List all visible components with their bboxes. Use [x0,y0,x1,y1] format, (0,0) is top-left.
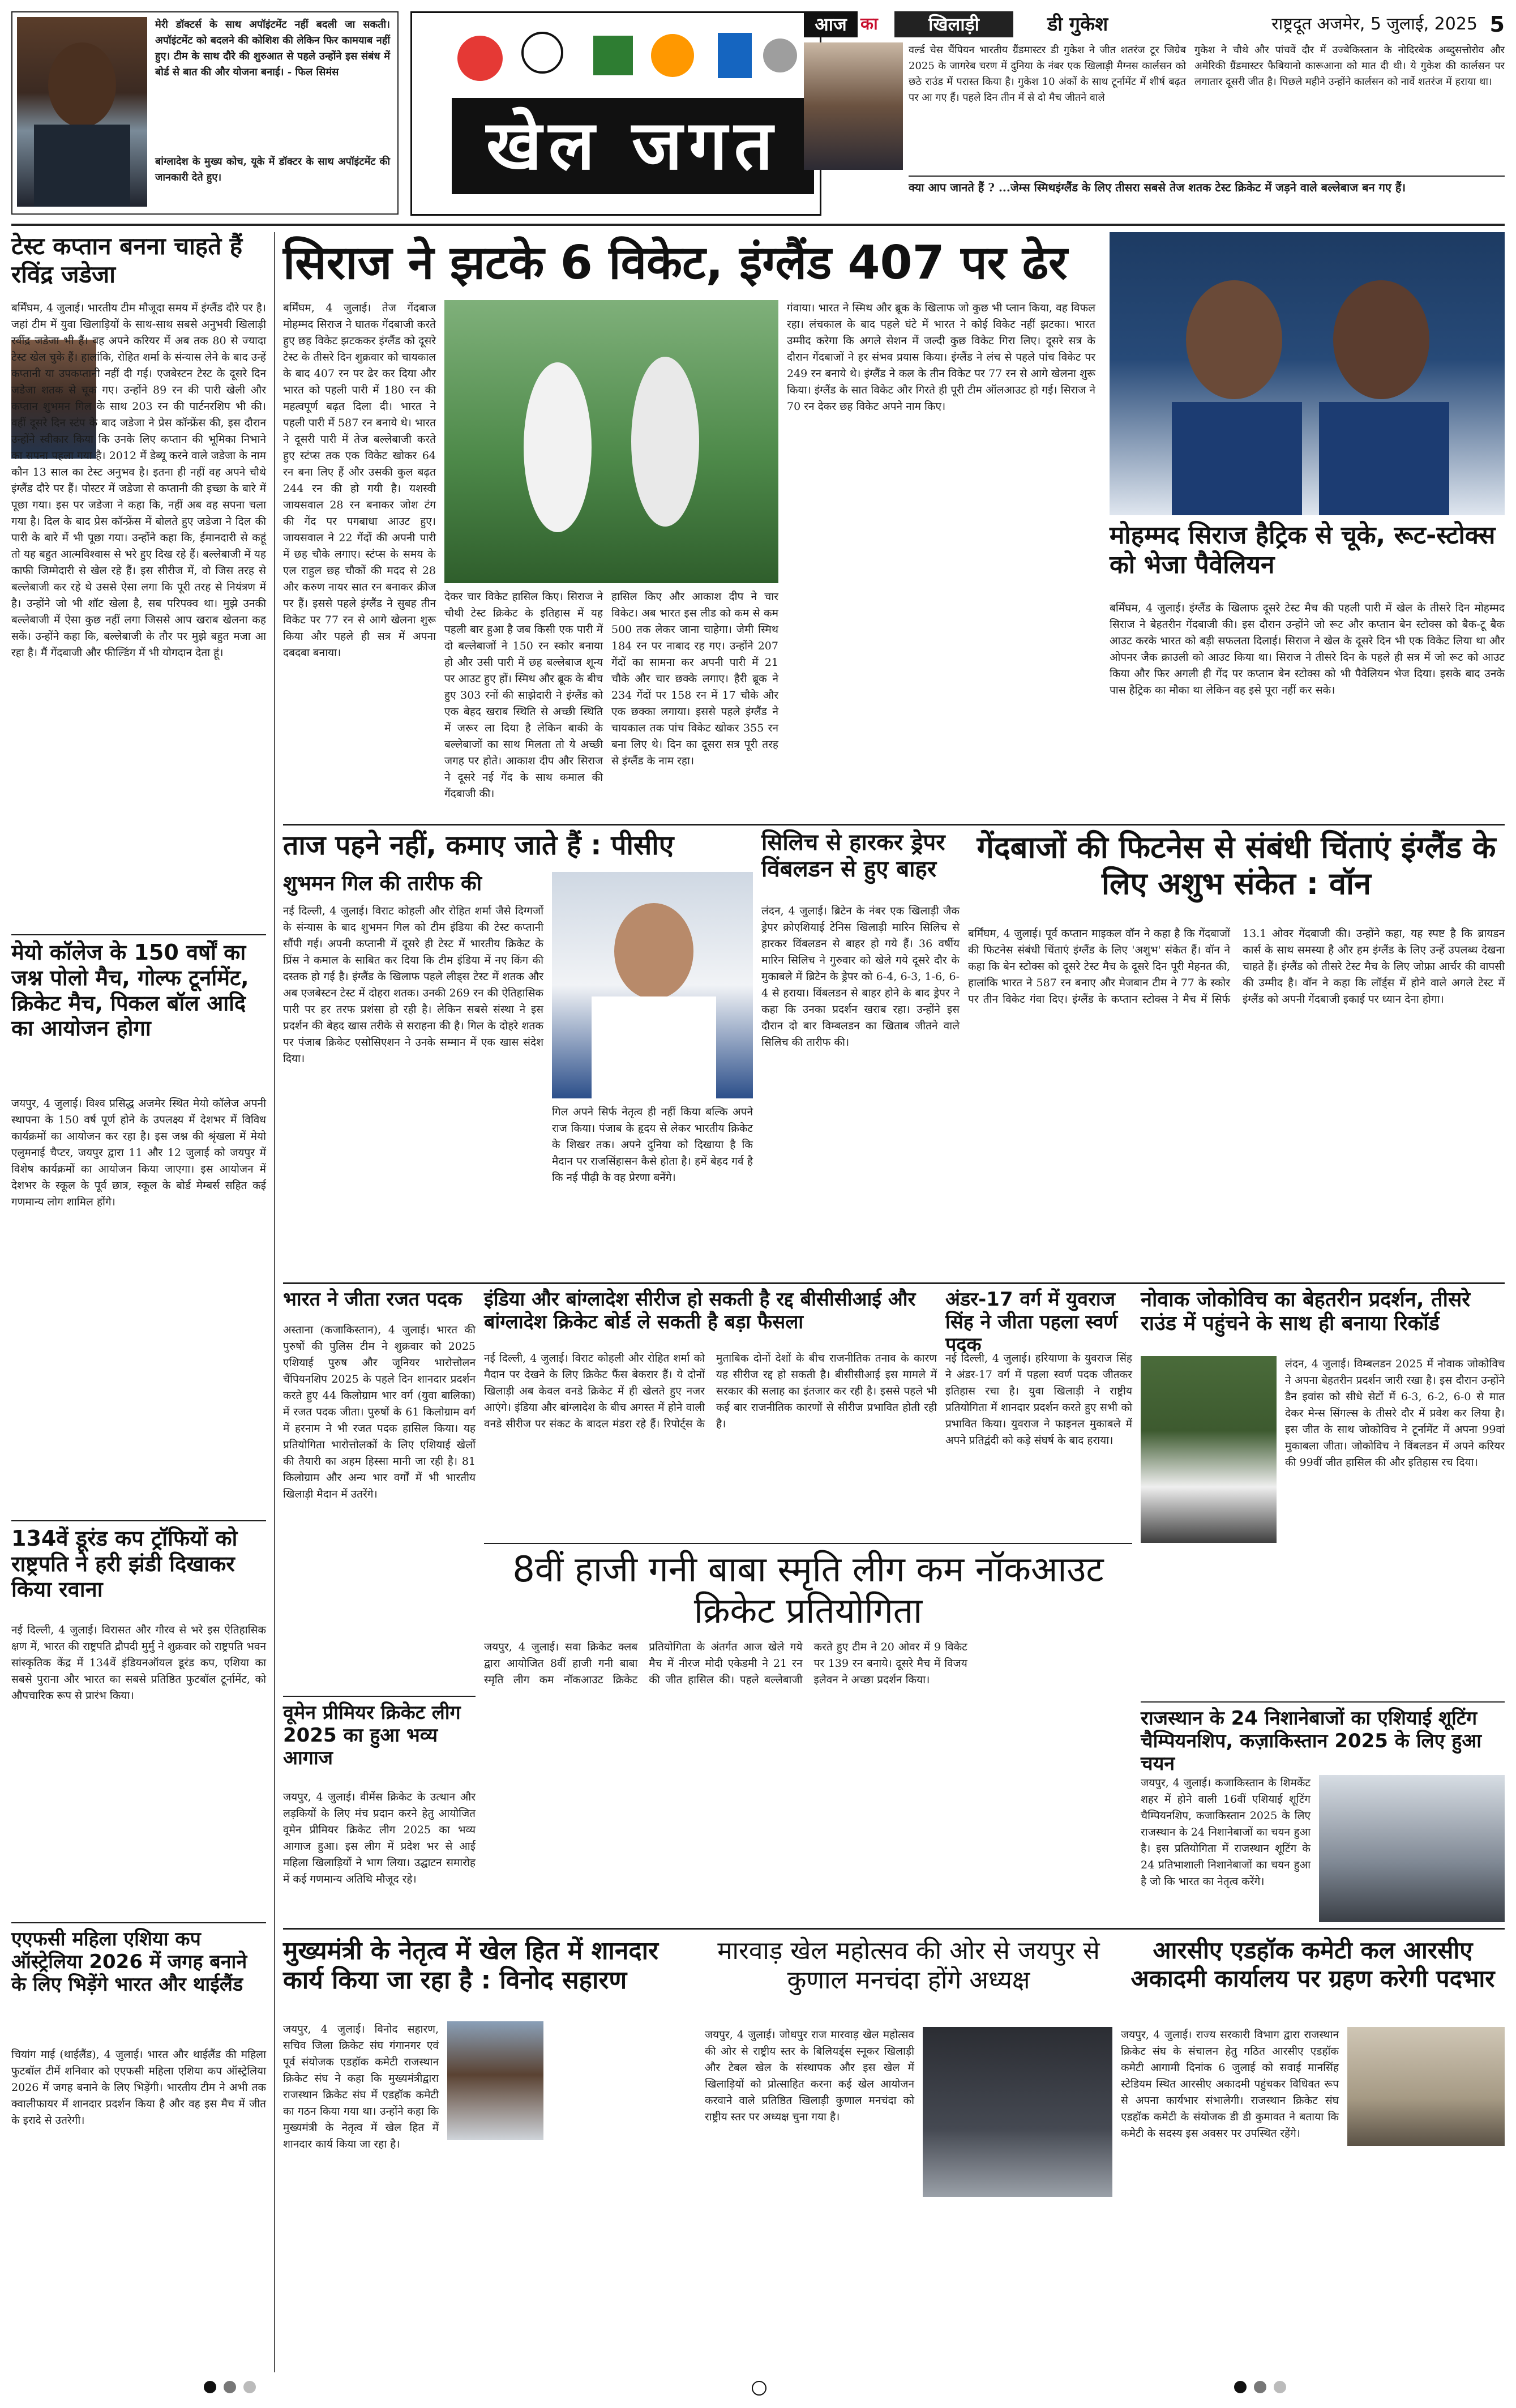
draper-body: लंदन, 4 जुलाई। ब्रिटेन के नंबर एक खिलाड़ी जैक ड्रेपर क्रोएशियाई टेनिस खिलाड़ी मारिन सिलिच से हारकर विंबलडन से बाहर हो गये हैं। 36 वर्षीय मारिन सिलिच ने गुरुवार को खेले गये दूसरे दौर के मुकाबले में ब्रिटेन के ड्रेपर को 6-4, 6-3, 1-6, 6-4 से हराया। विंबलडन से बाहर होने के बाद ड्रेपर ने कहा कि उनका प्रदर्शन खराब रहा। उन्होंने इस दौरान दो बार विम्बलडन का खिताब जीतने वाले सिलिच की तारीफ की। [761,905,960,1049]
basketball-icon [651,34,694,77]
siraj-col1: बर्मिंघम, 4 जुलाई। तेज गेंदबाज मोहम्मद सिराज ने घातक गेंदबाजी करते हुए छह विकेट झटककर इंग्लैंड को दूसरे टेस्ट के तीसरे दिन शुक्रवार को चायकाल के बाद 407 रन पर ढेर कर दिया और भारत को पहली पारी में 180 रन की महत्वपूर्ण बढ़त दिला दी। भारत ने पहली पारी में 587 रन बनाये थे। भारत ने दूसरी पारी में तेज बल्लेबाजी करते हुए स्टंप्स तक एक विकेट खोकर 64 रन बना लिए हैं और उसकी कुल बढ़त 244 रन की हो गयी है। यशस्वी जायसवाल 28 रन बनाकर जोश टंग की गेंद पर पगबाधा आउट हुए। जायसवाल ने 22 गेंदों की अपनी पारी में छह चौके लगाए। स्टंप्स के समय के एल राहुल छह चौकों की मदद से 28 और करुण नायर सात रन बनाकर क्रीज पर हैं। इससे पहले इंग्लैंड ने सुबह तीन विकेट पर 77 रन से आगे खेलना शुरू किया और पहले ही सत्र में अपना दबदबा बनाया। [283,302,436,659]
sports-icons-strip [412,13,816,98]
draper-headline: सिलिच से हारकर ड्रेपर विंबलडन से हुए बाहर [761,829,945,883]
player-name: डी गुकेश [1047,13,1108,36]
coach-photo [17,17,147,207]
rca-headline: आरसीए एडहॉक कमेटी कल आरसीए अकादमी कार्यालय पर ग्रहण करेगी पदभार [1130,1936,1495,1992]
registration-mark-right-2 [1254,2381,1266,2393]
registration-mark-left [204,2381,216,2393]
bcb-body: अस्ताना (कजाकिस्तान), 4 जुलाई। भारत की पुरुषों की पुलिस टीम ने शुक्रवार को 2025 एशियाई पुरुष और जूनियर भारोत्तोलन चैंपियनशिप 2025 के पहले दिन शानदार प्रदर्शन करते हुए 44 किलोग्राम भार वर्ग (युवा बालिका) में रजत पदक जीता। पुरुषों के 61 किलोग्राम वर्ग में हरनाम ने भी रजत पदक हासिल किया। यह प्रतियोगिता भारोत्तोलकों के लिए एशियाई खेलों की तैयारी का अहम हिस्सा मानी जा रही है। 81 किलोग्राम और अन्य भार वर्गों में भी भारतीय खिलाड़ी मैदान में उतरेंगे। [283,1324,476,1500]
player-text-2: गुकेश ने चौथे और पांचवें दौर में उज्बेकिस्तान के नोदिरबेक अब्दुसत्तोरोव और अमेरिकी ग्रैंडमास्टर फैबियानो कारूआना को मात दी थी। ये गुकेश की कार्लसन पर लगातार दूसरी जीत है। पिछले महीने उन्होंने कार्लसन को नार्वे शतरंज में हराया था। [1194,44,1505,88]
gukesh-photo [804,42,903,170]
vaughan-headline: गेंदबाजों की फिटनेस से संबंधी चिंताएं इंग्लैंड के लिए अशुभ संकेत : वॉन [977,829,1496,901]
gill-photo [552,872,753,1098]
djokovic-headline: नोवाक जोकोविच का बेहतरीन प्रदर्शन, तीसरे राउंड में पहुंचने के साथ ही बनाया रिकॉर्ड [1141,1288,1470,1336]
siraj-col2: देकर चार विकेट हासिल किए। सिराज ने चौथी टेस्ट क्रिकेट के इतिहास में यह पहली बार हुआ है जब किसी एक पारी में दो बल्लेबाजों ने 150 रन स्कोर बनाया हो और उसी पारी में छह बल्लेबाज शून्य पर आउट हुए हों। स्मिथ और ब्रूक के बीच हुए 303 रनों की साझेदारी ने इंग्लैंड को एक बेहद खराब स्थिति से अच्छी स्थिति में जरूर ला दिया है लेकिन बाकी के बल्लेबाजों का साथ मिलता तो ये अच्छी जगह पर होते। आकाश दीप और सिराज ने दूसरे नई गेंद के साथ कमाल की गेंदबाजी की। [444,591,603,800]
durand-headline: 134वें डूरंड कप ट्रॉफियों को राष्ट्रपति ने हरी झंडी दिखाकर किया रवाना [11,1526,238,1602]
under17-headline: अंडर-17 वर्ग में युवराज सिंह ने जीता पहला स्वर्ण पदक [945,1288,1118,1357]
wpl-body: जयपुर, 4 जुलाई। वीमेंस क्रिकेट के उत्थान और लड़कियों के लिए मंच प्रदान करने हेतु आयोजित वूमेन प्रीमियर क्रिकेट लीग 2025 का भव्य आगाज हुआ। इस लीग में प्रदेश भर से आई महिला खिलाड़ियों ने भाग लिया। उद्घाटन समारोह में कई गणमान्य अतिथि मौजूद रहे। [283,1791,476,1885]
aaj-label: आज [804,11,858,37]
page-number: 5 [1489,12,1505,37]
india-bangladesh-body: नई दिल्ली, 4 जुलाई। विराट कोहली और रोहित शर्मा को मैदान पर देखने के लिए क्रिकेट फैंस बेकरार हैं। ये दोनों खिलाड़ी अब केवल वनडे क्रिकेट में ही खेलते हुए नजर आएंगे। इंडिया और बांग्लादेश के बीच अगस्त में होने वाली वनडे सीरीज पर संकट के बादल मंडरा रहे हैं। रिपोर्ट्स के मुताबिक दोनों देशों के बीच राजनीतिक तनाव के कारण यह सीरीज रद्द हो सकती है। बीसीसीआई इस मामले में सरकार की सलाह का इंतजार कर रही है। इससे पहले भी कई बार राजनीतिक कारणों से सीरीज प्रभावित होती रही है। [484,1352,937,1430]
mid-divider-1 [283,824,1505,826]
haji-body: जयपुर, 4 जुलाई। सवा क्रिकेट क्लब द्वारा आयोजित 8वीं हाजी गनी बाबा स्मृति लीग कम नॉकआउट क्रिकेट प्रतियोगिता के अंतर्गत आज खेले गये मैच में नीरज मोदी एकेडमी ने 21 रन की जीत हासिल की। पहले बल्लेबाजी करते हुए टीम ने 20 ओवर में 9 विकेट पर 139 रन बनाये। दूसरे मैच में विजय इलेवन ने अच्छा प्रदर्शन किया। [484,1641,967,1686]
tennis-icon [763,39,797,72]
cm-photo [447,2021,543,2140]
ka-label: का [860,14,878,34]
registration-mark-left-3 [243,2381,256,2393]
siraj-side-headline: मोहम्मद सिराज हैट्रिक से चूके, रूट-स्टोक्स को भेजा पैवेलियन [1110,521,1496,579]
shuttle-icon [593,36,633,75]
cricket-ball-icon [457,36,503,81]
header-quote-text: मेरी डॉक्टर्स के साथ अपॉइंटमेंट नहीं बदली जा सकती। अपॉइंटमेंट को बदलने की कोशिश की लेकिन फिर कामयाब नहीं हुए। टीम के साथ दौरे की शुरुआत से पहले उन्होंने इस संबंध में बोर्ड से बात की और योजना बनाई। - फिल सिमंस [155,19,390,78]
aaj-ka-khiladi-box [804,11,1505,212]
cm-body: जयपुर, 4 जुलाई। विनोद सहारण, सचिव जिला क्रिकेट संघ गंगानगर एवं पूर्व संयोजक एडहॉक कमेटी राजस्थान क्रिकेट संघ ने कहा कि मुख्यमंत्रीद्वारा राजस्थान क्रिकेट संघ में एडहॉक कमेटी का गठन किया गया था। उन्होंने कहा कि मुख्यमंत्री के नेतृत्व में खेल हित में शानदार कार्य किया जा रहा है। [283,2023,439,2150]
publication-line: राष्ट्रदूत अजमेर, 5 जुलाई, 2025 [1271,14,1478,34]
mid-divider-2 [283,1282,1505,1284]
left-divider-2 [11,1520,266,1521]
shooting-body: जयपुर, 4 जुलाई। कजाकिस्तान के शिमकेंट शहर में होने वाली 16वीं एशियाई शूटिंग चैम्पियनशिप, कजाकिस्तान 2025 के लिए राजस्थान के 24 निशानेबाजों का चयन हुआ है। इस प्रतियोगिता में राजस्थान शूटिंग के 24 प्रतिभाशाली निशानेबाजों का चयन हुआ है जो कि भारत का नेतृत्व करेंगे। [1141,1777,1311,1888]
vaughan-body: बर्मिंघम, 4 जुलाई। पूर्व कप्तान माइकल वॉन ने कहा है कि गेंदबाजों की फिटनेस संबंधी चिंताएं इंग्लैंड के लिए 'अशुभ' संकेत हैं। वॉन ने कहा कि बेन स्टोक्स को दूसरे टेस्ट मैच के दूसरे दिन पूरी मेहनत की, हालांकि भारत ने 587 रन बनाए और मेजबान टीम ने 77 के स्कोर पर तीन विकेट गंवा दिए। इंग्लैंड के कप्तान स्टोक्स ने मैच में सिर्फ 13.1 ओवर गेंदबाजी की। उन्होंने कहा, यह स्पष्ट है कि ब्रायडन कार्स के साथ समस्या है और हम इंग्लैंड के लिए उन्हें उपलब्ध देखना चाहते हैं। इंग्लैंड को तीसरे टेस्ट मैच के लिए जोफ्रा आर्चर की वापसी की उम्मीद है। वॉन ने कहा कि लॉर्ड्स में होने वाले अगले टेस्ट में इंग्लैंड को अपनी गेंदबाजी इकाई पर ध्यान देना होगा। [968,927,1505,1006]
afc-body: चियांग माई (थाईलैंड), 4 जुलाई। भारत और थाईलैंड की महिला फुटबॉल टीमें शनिवार को एएफसी महिला एशिया कप ऑस्ट्रेलिया 2026 में जगह बनाने के लिए भिड़ेंगी। भारतीय टीम ने अभी तक क्वालीफायर में शानदार प्रदर्शन किया है और वह इस मैच में जीत के इरादे से उतरेगी। [11,2048,266,2127]
siraj-portrait-photo [1110,232,1505,515]
india-bangladesh-headline: इंडिया और बांग्लादेश सीरीज हो सकती है रद्द बीसीसीआई और बांग्लादेश क्रिकेट बोर्ड ले सकती है बड़ा फैसला [484,1288,916,1334]
trophy-icon [718,33,752,78]
player-text-1: वर्ल्ड चेस चैंपियन भारतीय ग्रैंडमास्टर डी गुकेश ने जीत शतरंज टूर जिग्रेब 2025 के जागरेब चरण में दुनिया के नंबर एक खिलाड़ी मैग्नस कार्लसन को छठे राउंड में परास्त किया है। गुकेश 10 अंकों के साथ टूर्नामेंट में शीर्ष बढ़त पर आ गए हैं। पहले दिन तीन में से दो मैच जीतने वाले [909,44,1186,104]
registration-mark-left-2 [224,2381,236,2393]
crosshair-icon-center [752,2381,766,2396]
left-divider-3 [11,1922,266,1923]
did-you-know: क्या आप जानते हैं ? ...जेम्स स्मिथइंग्लैंड के लिए तीसरा सबसे तेज शतक टेस्ट क्रिकेट में जड़ने वाले बल्लेबाज बन गए हैं। [909,176,1505,213]
shooting-top-rule [1141,1701,1505,1703]
under17-body: नई दिल्ली, 4 जुलाई। हरियाणा के युवराज सिंह ने अंडर-17 वर्ग में पहला स्वर्ण पदक जीतकर इतिहास रचा है। युवा खिलाड़ी ने राष्ट्रीय प्रतियोगिता में शानदार प्रदर्शन करते हुए सभी को प्रभावित किया। युवराज ने फाइनल मुकाबले में अपने प्रतिद्वंदी को कड़े संघर्ष के बाद हराया। [945,1352,1132,1447]
gill-body: नई दिल्ली, 4 जुलाई। विराट कोहली और रोहित शर्मा जैसे दिग्गजों के संन्यास के बाद शुभमन गिल को टीम इंडिया की टेस्ट कप्तानी सौंपी गई। अपनी कप्तानी में दूसरे ही टेस्ट में भारतीय क्रिकेट के प्रिंस ने कमाल के साबित कर दिया कि टीम इंडिया में नए किंग की दस्तक हो गई है। इंग्लैंड के खिलाफ पहले लीड्स टेस्ट में शतक और अब एजबेस्टन टेस्ट में दोहरा शतक। उनकी 269 रन की ऐतिहासिक पारी पर हर तरफ प्रशंसा हो रही है। लेकिन सबसे संस्था ने इस प्रदर्शन की बेहद खास तरीके से सराहना की है। गिल के दोहरे शतक पर पंजाब क्रिकेट एसोसिएशन ने उनके सम्मान में एक खास संदेश दिया। [283,905,543,1065]
khiladi-label: खिलाड़ी [894,11,1013,37]
header-quote-caption: बांग्लादेश के मुख्य कोच, यूके में डॉक्टर के साथ अपॉइंटमेंट की जानकारी देते हुए। [155,156,390,183]
haji-top-rule [484,1543,1132,1544]
bcb-headline: भारत ने जीता रजत पदक [283,1288,462,1311]
siraj-col4: गंवाया। भारत ने स्मिथ और ब्रूक के खिलाफ जो कुछ भी प्लान किया, वह विफल रहा। लंचकाल के बाद पहले घंटे में भारत ने कोई विकेट नहीं झटका। भारत उम्मीद करेगा कि अगले सेशन में जल्दी कुछ विकेट गिरा लिए। दूसरे सत्र के दौरान गेंदबाजों ने हर संभव प्रयास किया। इंग्लैंड ने लंच से पहले पांच विकेट पर 249 रन बनाये थे। इंग्लैंड ने कल के तीन विकेट पर 77 रन से आगे खेलना शुरू किया। इंग्लैंड के सात विकेट और गिरते ही पूरी टीम ऑलआउट हो गई। सिराज ने 70 रन देकर छह विकेट अपने नाम किए। [787,302,1095,413]
marwar-photo [923,2027,1112,2197]
wpl-top-rule [283,1696,476,1697]
djokovic-body: लंदन, 4 जुलाई। विम्बलडन 2025 में नोवाक जोकोविच ने अपना बेहतरीन प्रदर्शन जारी रखा है। इस दौरान उन्होंने डैन इवांस को सीधे सेटों में 6-3, 6-2, 6-0 से मात देकर मेन्स सिंगल्स के तीसरे दौर में प्रवेश कर लिया है। इस जीत के साथ जोकोविच ने टूर्नामेंट में अपना 99वां मुकाबला जीता। जोकोविच ने विंबलडन में अपने करियर की 99वीं जीत हासिल की और इतिहास रच दिया। [1285,1358,1505,1469]
gill-subtitle: शुभमन गिल की तारीफ की [283,872,482,895]
registration-mark-right-3 [1274,2381,1286,2393]
header-divider [11,224,1505,226]
rca-body: जयपुर, 4 जुलाई। राज्य सरकारी विभाग द्वारा राजस्थान क्रिकेट संघ के संचालन हेतु गठित आरसीए एडहॉक कमेटी आगामी दिनांक 6 जुलाई को सवाई मानसिंह स्टेडियम स्थित आरसीए अकादमी पहुंचकर विधिवत रूप से अपना कार्यभार संभालेगी। राजस्थान क्रिकेट संघ एडहॉक कमेटी के संयोजक डी डी कुमावत ने बताया कि कमेटी के सदस्य इस अवसर पर उपस्थित रहेंगे। [1121,2029,1339,2140]
wpl-headline: वूमेन प्रीमियर क्रिकेट लीग 2025 का हुआ भव्य आगाज [283,1701,461,1770]
gill-caption: गिल अपने सिर्फ नेतृत्व ही नहीं किया बल्कि अपने राज किया। पंजाब के हृदय से लेकर भारतीय क्रिकेट के शिखर तक। अपने दुनिया को दिखाया है कि मैदान पर राजसिंहासन कैसे होता है। हमें बेहद गर्व है कि नई पीढ़ी के वह प्रेरणा बनेंगे। [552,1106,753,1184]
haji-headline: 8वीं हाजी गनी बाबा स्मृति लीग कम नॉकआउट क्रिकेट प्रतियोगिता [512,1549,1104,1632]
left-column-divider [274,232,275,2372]
football-icon [523,33,562,72]
durand-body: नई दिल्ली, 4 जुलाई। विरासत और गौरव से भरे इस ऐतिहासिक क्षण में, भारत की राष्ट्रपति द्रौपदी मुर्मु ने शुक्रवार को राष्ट्रपति भवन सांस्कृतिक केंद्र में 134वें इंडियनऑयल डूरंड कप, एशिया का सबसे पुराना और भारत का सबसे प्रतिष्ठित फुटबॉल टूर्नामेंट, को औपचारिक रूप से प्रारंभ किया। [11,1624,266,1702]
jadeja-body: बर्मिंघम, 4 जुलाई। भारतीय टीम मौजूदा समय में इंग्लैंड दौरे पर है। जहां टीम में युवा खिलाड़ियों के साथ-साथ सबसे अनुभवी खिलाड़ी रवींद्र जडेजा भी हैं। वह अपने करियर में अब तक 80 से ज्यादा टेस्ट खेल चुके हैं। हालांकि, रोहित शर्मा के संन्यास लेने के बाद उन्हें कप्तानी या उपकप्तानी नहीं दी गई। एजबेस्टन टेस्ट के दूसरे दिन जडेजा शतक से चूक गए। उन्होंने 89 रन की पारी खेली और कप्तान शुभमन गिल के साथ 203 रन की पार्टनरशिप भी की। वहीं दूसरे दिन स्टंप के बाद जडेजा ने प्रेस कॉन्फ्रेंस की, इस दौरान उन्होंने स्वीकार किया कि उनके लिए कप्तान की भूमिका निभाने का सपना पहला गया है। 2012 में डेब्यू करने वाले जडेजा के नाम कौन 13 साल का टेस्ट अनुभव है। इतना ही नहीं वह अपने चौथे इंग्लैंड दौरे पर हैं। पोस्टर में जडेजा से कप्तानी की इच्छा के बारे में पूछा गया। इस पर जडेजा ने कहा कि, नहीं अब वह सपना चला गया है। दिल के बाद प्रेस कॉन्फ्रेंस में बोलते हुए जडेजा ने दिल की पारी के बारे में भी पूछा गया। उन्होंने कहा कि, ईमानदारी से कहूं तो यह बहुत आत्मविश्वास से भरे हुए दिख रहे हैं। बल्लेबाजी में यह काफी जिम्मेदारी से खेल रहे हैं। इस सीरीज में, वो जिस तरह से बल्लेबाजी कर रहे थे उससे ऐसा लगा कि पूरी तरह से नियंत्रण में है। उन्होंने जो भी शॉट खेला है, सब परिपक्व था। मुझे उनकी बल्लेबाजी में ऐसा कुछ नहीं लगा जिससे आप खराब खेलना कह सकें। उन्होंने कहा कि, बल्लेबाजी के तौर पर मुझे बहुत मजा आ रहा है। मैं गेंदबाजी और फील्डिंग में भी योगदान देता हूं। [11,302,266,659]
afc-headline: एएफसी महिला एशिया कप ऑस्ट्रेलिया 2026 में जगह बनाने के लिए भिड़ेंगे भारत और थाईलैंड [11,1928,247,1996]
jadeja-headline: टेस्ट कप्तान बनना चाहते हैं रविंद्र जडेजा [11,232,243,288]
siraj-side-body: बर्मिंघम, 4 जुलाई। इंग्लैंड के खिलाफ दूसरे टेस्ट मैच की पहली पारी में खेल के तीसरे दिन मोहम्मद सिराज ने बेहतरीन गेंदबाजी की। इस दौरान उन्होंने जो रूट और कप्तान बेन स्टोक्स को बैक-टू बैक आउट करके भारत को बड़ी सफलता दिलाई। सिराज ने खेल के दूसरे दिन भी एक विकेट लिया था और ओपनर जैक क्राउली को आउट किया था। सिराज ने तीसरे दिन के पहले ही सत्र में जो रूट को आउट किया और फिर अगली ही गेंद पर कप्तान बेन स्टोक्स को भी पैवेलियन भेज दिया। इसके बाद उनके पास हैट्रिक का मौका था लेकिन वह इसे पूरा नहीं कर सके। [1110,602,1505,696]
header-quote-box [11,11,399,215]
cm-headline: मुख्यमंत्री के नेतृत्व में खेल हित में शानदार कार्य किया जा रहा है : विनोद सहारण [283,1936,658,1995]
bottom-divider [283,1928,1505,1930]
left-divider-1 [11,934,266,935]
mayo-body: जयपुर, 4 जुलाई। विश्व प्रसिद्ध अजमेर स्थित मेयो कॉलेज अपनी स्थापना के 150 वर्ष पूर्ण होने के उपलक्ष्य में देशभर में विविध कार्यक्रमों का आयोजन कर रहा है। इस जश्न की श्रृंखला में मेयो एलुमनाई चैप्टर, जयपुर द्वारा 11 और 12 जुलाई को जयपुर में विशेष कार्यक्रमों का आयोजन किया जाएगा। इस आयोजन में देशभर के स्कूल के पूर्व छात्र, स्कूल के बोर्ड मेम्बर्स सहित कई गणमान्य लोग शामिल होंगे। [11,1097,266,1208]
registration-mark-right [1234,2381,1247,2393]
marwar-body: जयपुर, 4 जुलाई। जोधपुर राज मारवाड़ खेल महोत्सव की ओर से राष्ट्रीय स्तर के बिलियर्ड्स स्नूकर खिलाड़ी और टेबल खेल के संस्थापक और इस खेल में खिलाड़ियों को प्रोत्साहित करना कई खेल आयोजन करवाने वाले प्रतिष्ठित खिलाड़ी कुणाल मनचंदा को राष्ट्रीय स्तर पर अध्यक्ष चुना गया है। [705,2029,914,2123]
masthead [410,11,821,216]
siraj-col3: हासिल किए और आकाश दीप ने चार विकेट। अब भारत इस लीड को कम से कम 500 तक लेकर जाना चाहेगा। जेमी स्मिथ 184 रन पर नाबाद रह गए। उन्होंने 207 गेंदों का सामना कर अपनी पारी में 21 चौके और चार छक्के लगाए। हैरी ब्रूक ने 234 गेंदों पर 158 रन में 17 चौके और एक छक्का लगाया। इससे पहले इंग्लैंड ने चायकाल तक पांच विकेट खोकर 355 रन बना लिए थे। दिन का दूसरा सत्र पूरी तरह से इंग्लैंड के नाम रहा। [611,591,778,767]
marwar-headline: मारवाड़ खेल महोत्सव की ओर से जयपुर से कुणाल मनचंदा होंगे अध्यक्ष [717,1936,1100,1995]
shooting-photo [1319,1775,1505,1922]
siraj-headline: सिराज ने झटके 6 विकेट, इंग्लैंड 407 पर ढेर [283,236,1068,290]
mayo-headline: मेयो कॉलेज के 150 वर्षों का जश्न पोलो मैच, गोल्फ टूर्नामेंट, क्रिकेट मैच, पिकल बॉल आदि का आयोजन होगा [11,940,249,1041]
djokovic-photo [1141,1356,1277,1543]
siraj-match-photo [444,300,778,583]
coach-silhouette-icon [17,17,147,207]
shooting-headline: राजस्थान के 24 निशानेबाजों का एशियाई शूटिंग चैम्पियनशिप, कज़ाकिस्तान 2025 के लिए हुआ चयन [1141,1707,1482,1776]
masthead-title: खेल जगत [452,98,814,194]
gill-headline: ताज पहने नहीं, कमाए जाते हैं : पीसीए [283,829,674,861]
rca-photo [1347,2027,1505,2146]
